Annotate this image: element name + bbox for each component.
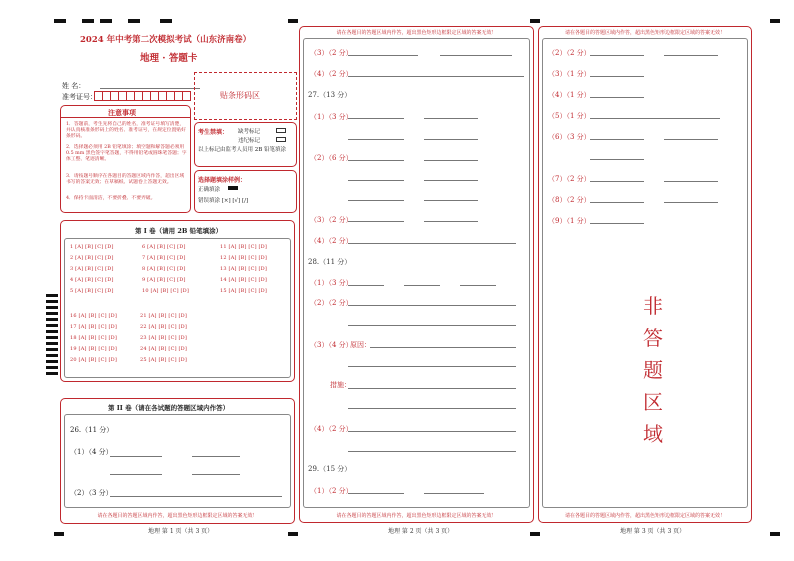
page2-answer-area (303, 38, 530, 508)
answer-line[interactable] (348, 118, 404, 119)
choice-row[interactable]: 21 [A] [B] [C] [D] (140, 313, 188, 319)
non-answer-zone-char: 答 (643, 326, 663, 350)
q-label: （1）（3 分） (310, 113, 353, 121)
answer-line[interactable] (590, 159, 644, 160)
choice-row[interactable]: 23 [A] [B] [C] [D] (140, 335, 188, 341)
choice-row[interactable]: 11 [A] [B] [C] [D] (220, 244, 268, 250)
answer-line[interactable] (348, 451, 516, 452)
q-label: （7）（2 分） (548, 175, 591, 183)
answer-line[interactable] (348, 243, 516, 244)
notice-item: 4．保持卡面清洁，不要折叠、不要弄破。 (66, 196, 156, 201)
barcode-area-label: 贴条形码区 (220, 91, 260, 100)
boundary-warning: 请在各题目的答题区域内作答，超出黑色矩形边框限定区域的答案无效！ (336, 30, 497, 36)
measure-label: 措施： (330, 381, 351, 389)
timing-mark (46, 330, 58, 333)
answer-line[interactable] (424, 200, 478, 201)
q-label: （3）（4 分） (310, 341, 353, 349)
answer-line[interactable] (664, 181, 718, 182)
answer-line[interactable] (664, 139, 718, 140)
part2-title: 第 II 卷（请在各试题的答题区域内作答） (108, 404, 230, 412)
q-label: （4）（2 分） (310, 425, 353, 433)
registration-mark (160, 19, 172, 23)
choice-row[interactable]: 17 [A] [B] [C] [D] (70, 324, 118, 330)
q-label: （8）（2 分） (548, 196, 591, 204)
registration-mark (770, 532, 780, 536)
choice-row[interactable]: 16 [A] [B] [C] [D] (70, 313, 118, 319)
answer-line[interactable] (348, 366, 516, 367)
registration-mark (54, 19, 66, 23)
answer-line[interactable] (348, 325, 516, 326)
answer-line[interactable] (370, 347, 516, 348)
timing-mark (46, 354, 58, 357)
q-label: （3）（1 分） (548, 70, 591, 78)
page-footer: 地理 第 2 页（共 3 页） (388, 528, 454, 535)
notice-item: 2．选择题必须用 2B 铅笔填涂；填空题和解答题必须用 0.5 mm 黑色签字笔答题，不得用铅笔或圆珠笔答题；字体工整、笔迹清晰。 (66, 145, 187, 162)
timing-mark (46, 360, 58, 363)
answer-line[interactable] (590, 97, 644, 98)
answer-line[interactable] (348, 55, 418, 56)
q-label: （1）（2 分） (310, 487, 353, 495)
timing-mark (46, 348, 58, 351)
choice-row[interactable]: 25 [A] [B] [C] [D] (140, 357, 188, 363)
name-label: 姓 名： (62, 82, 86, 90)
registration-mark (54, 532, 64, 536)
answer-line[interactable] (664, 55, 718, 56)
choice-row[interactable]: 3 [A] [B] [C] [D] (70, 266, 114, 272)
notice-title: 注意事项 (108, 108, 136, 117)
q-label: （2）（2 分） (548, 49, 591, 57)
choice-row[interactable]: 6 [A] [B] [C] [D] (142, 244, 186, 250)
registration-mark (82, 19, 94, 23)
reason-label: 原因： (350, 341, 371, 349)
answer-line[interactable] (192, 456, 240, 457)
non-answer-zone-char: 非 (643, 294, 663, 318)
answer-line[interactable] (348, 139, 404, 140)
choice-row[interactable]: 1 [A] [B] [C] [D] (70, 244, 114, 250)
timing-mark (46, 342, 58, 345)
answer-line[interactable] (590, 76, 644, 77)
student-id-label: 准考证号： (62, 93, 97, 101)
registration-mark (288, 19, 298, 23)
answer-line[interactable] (590, 202, 644, 203)
choice-row[interactable]: 19 [A] [B] [C] [D] (70, 346, 118, 352)
answer-line[interactable] (424, 221, 478, 222)
q-label: （2）（6 分） (310, 154, 353, 162)
q-label: （4）（1 分） (548, 91, 591, 99)
timing-mark (46, 318, 58, 321)
boundary-warning: 请在各题目的答题区域内作答，超出黑色矩形边框限定区域的答案无效！ (564, 513, 725, 519)
registration-mark (288, 532, 298, 536)
answer-line[interactable] (348, 431, 516, 432)
page-footer: 地理 第 1 页（共 3 页） (148, 528, 214, 535)
q-label: 29.（15 分） (308, 465, 352, 473)
notice-item: 1．答题前，考生先将自己的姓名，准考证号填写清楚，并认真核准条形码上的姓名、准考证号，在规定位置贴好条形码。 (66, 122, 186, 139)
timing-mark (46, 294, 58, 297)
answer-line[interactable] (110, 474, 162, 475)
answer-line[interactable] (348, 76, 524, 77)
registration-mark (128, 19, 140, 23)
violation-checkbox[interactable] (276, 137, 286, 142)
absent-checkbox[interactable] (276, 128, 286, 133)
q-label: （4）（2 分） (310, 237, 353, 245)
answer-line[interactable] (590, 181, 644, 182)
answer-line[interactable] (424, 180, 478, 181)
answer-line[interactable] (192, 474, 240, 475)
q-label: （9）（1 分） (548, 217, 591, 225)
answer-line[interactable] (460, 285, 496, 286)
choice-row[interactable]: 10 [A] [B] [C] [D] (142, 288, 190, 294)
timing-mark (46, 366, 58, 369)
answer-line[interactable] (590, 55, 644, 56)
q26-1-label: （1）（4 分） (70, 448, 113, 456)
choice-row[interactable]: 22 [A] [B] [C] [D] (140, 324, 188, 330)
q-label: （1）（3 分） (310, 279, 353, 287)
answer-line[interactable] (424, 160, 478, 161)
q-label: （5）（1 分） (548, 112, 591, 120)
answer-line[interactable] (348, 408, 516, 409)
student-id-cells[interactable] (94, 91, 190, 101)
notice-item: 3．请按题号顺序在各题目的答题区域内作答，超出区域书写的答案无效；在草稿纸、试题卷上答题无效。 (66, 174, 185, 185)
q-label: （4）（2 分） (310, 70, 353, 78)
choice-row[interactable]: 12 [A] [B] [C] [D] (220, 255, 268, 261)
answer-line[interactable] (590, 139, 644, 140)
page-title: 2024 年中考第二次模拟考试（山东济南卷） (80, 35, 252, 45)
answer-line[interactable] (348, 285, 384, 286)
choice-row[interactable]: 2 [A] [B] [C] [D] (70, 255, 114, 261)
exam-status-label: 考生禁填： (198, 129, 229, 136)
non-answer-zone-char: 题 (643, 358, 663, 382)
fill-correct-label: 正确填涂 (198, 187, 221, 193)
exam-status-note: 以上标记由监考人员用 2B 铅笔填涂 (198, 147, 287, 153)
q-label: 28.（11 分） (308, 258, 352, 266)
timing-mark (46, 336, 58, 339)
page-subtitle: 地理 · 答题卡 (140, 53, 198, 64)
timing-mark (46, 300, 58, 303)
registration-mark (530, 532, 540, 536)
choice-row[interactable]: 9 [A] [B] [C] [D] (142, 277, 186, 283)
answer-line[interactable] (348, 305, 516, 306)
answer-line[interactable] (110, 496, 282, 497)
choice-row[interactable]: 4 [A] [B] [C] [D] (70, 277, 114, 283)
answer-line[interactable] (664, 202, 718, 203)
name-field[interactable] (100, 88, 200, 89)
choice-row[interactable]: 8 [A] [B] [C] [D] (142, 266, 186, 272)
timing-mark (46, 372, 58, 375)
non-answer-zone-char: 域 (643, 422, 663, 446)
q-label: （6）（3 分） (548, 133, 591, 141)
choice-row[interactable]: 20 [A] [B] [C] [D] (70, 357, 118, 363)
page-footer: 地理 第 3 页（共 3 页） (620, 528, 686, 535)
answer-line[interactable] (348, 160, 404, 161)
absent-label: 缺考标记 (238, 129, 261, 135)
answer-line[interactable] (348, 388, 516, 389)
fill-correct-sample (228, 186, 238, 190)
fill-sample-title: 选择题填涂样例： (198, 177, 247, 184)
choice-row[interactable]: 15 [A] [B] [C] [D] (220, 288, 268, 294)
q26-label: 26.（11 分） (70, 426, 114, 434)
answer-line[interactable] (348, 493, 404, 494)
q-label: （3）（2 分） (310, 216, 353, 224)
answer-line[interactable] (404, 285, 440, 286)
registration-mark (100, 19, 112, 23)
q26-2-label: （2）（3 分） (70, 489, 113, 497)
non-answer-zone-char: 区 (643, 390, 663, 414)
q-label: 27.（13 分） (308, 91, 352, 99)
choice-row[interactable]: 24 [A] [B] [C] [D] (140, 346, 188, 352)
answer-line[interactable] (424, 139, 478, 140)
answer-line[interactable] (110, 456, 162, 457)
answer-line[interactable] (348, 221, 404, 222)
choice-row[interactable]: 14 [A] [B] [C] [D] (220, 277, 268, 283)
answer-line[interactable] (590, 223, 644, 224)
choice-row[interactable]: 18 [A] [B] [C] [D] (70, 335, 118, 341)
fill-wrong-label: 错误填涂 [×] [√] [/] (198, 198, 249, 204)
registration-mark (770, 19, 780, 23)
timing-mark (46, 324, 58, 327)
boundary-warning: 请在各题目的答题区域内作答，超出黑色矩形边框限定区域的答案无效！ (564, 30, 725, 36)
part1-title: 第 I 卷（请用 2B 铅笔填涂） (135, 227, 223, 235)
registration-mark (530, 19, 540, 23)
timing-mark (46, 312, 58, 315)
answer-line[interactable] (424, 118, 478, 119)
q-label: （3）（2 分） (310, 49, 353, 57)
violation-label: 违纪标记 (238, 138, 261, 144)
timing-mark (46, 306, 58, 309)
choice-row[interactable]: 7 [A] [B] [C] [D] (142, 255, 186, 261)
choice-row[interactable]: 5 [A] [B] [C] [D] (70, 288, 114, 294)
answer-line[interactable] (440, 55, 512, 56)
boundary-warning: 请在各题目的答题区域内作答，超出黑色矩形边框限定区域的答案无效！ (336, 513, 497, 519)
q-label: （2）（2 分） (310, 299, 353, 307)
answer-line[interactable] (590, 118, 720, 119)
answer-line[interactable] (424, 493, 484, 494)
answer-line[interactable] (348, 200, 404, 201)
choice-row[interactable]: 13 [A] [B] [C] [D] (220, 266, 268, 272)
boundary-warning: 请在各题目的答题区域内作答，超出黑色矩形边框限定区域的答案无效！ (97, 513, 258, 519)
answer-line[interactable] (348, 180, 404, 181)
